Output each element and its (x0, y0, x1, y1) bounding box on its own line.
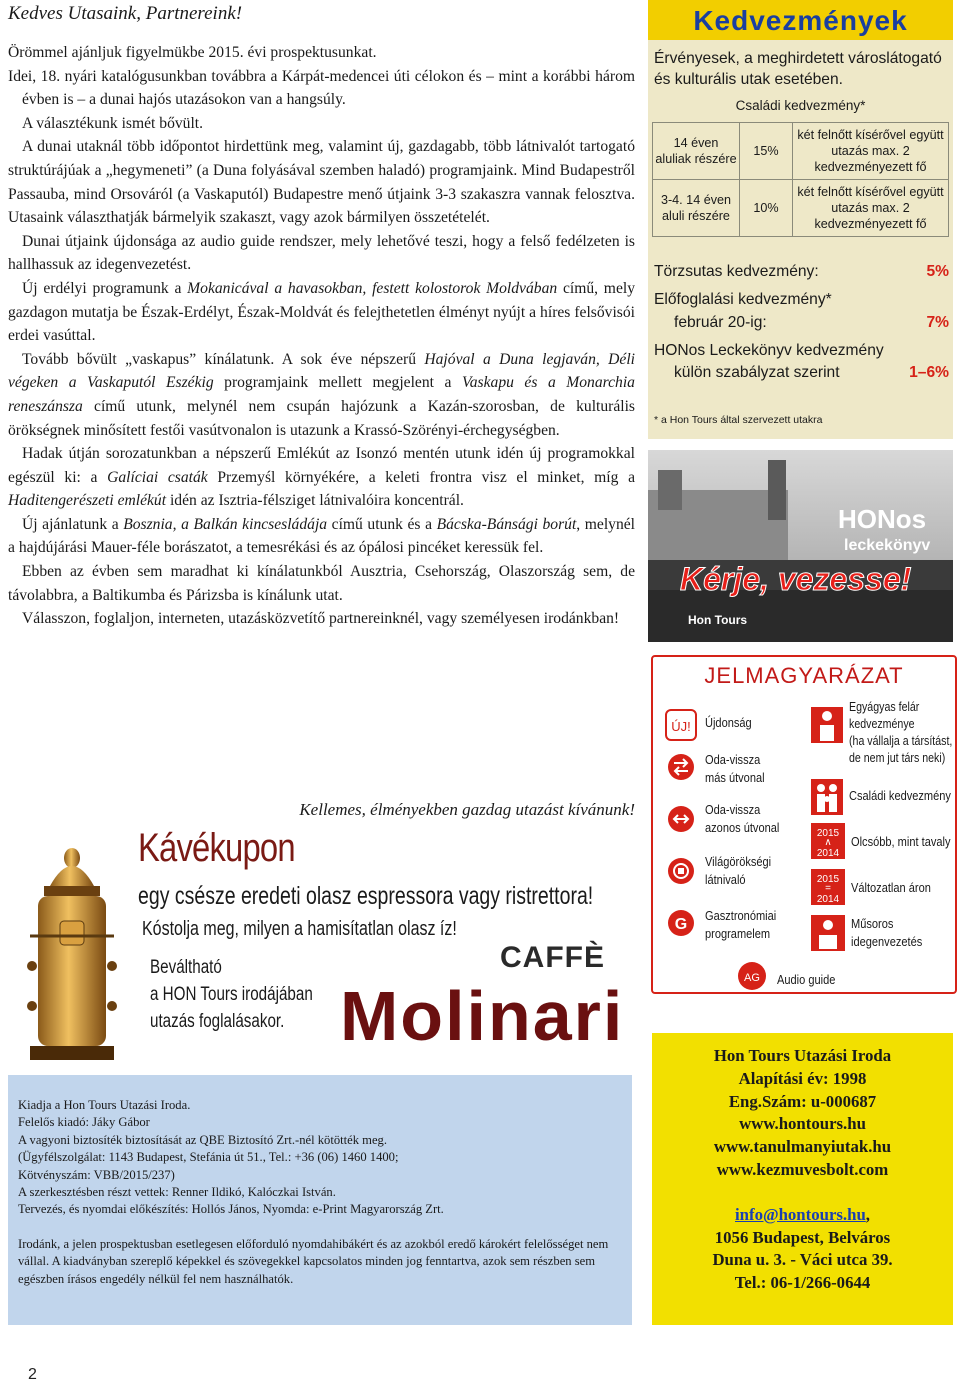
paragraph-war-routes (8, 442, 635, 513)
phone-line: Tel.: 06-1/266-0644 (734, 1273, 871, 1293)
imprint-line: Kiadja a Hon Tours Utazási Iroda. (18, 1098, 191, 1112)
coffee-coupon-ad (10, 826, 630, 1070)
contact-box (652, 1033, 953, 1325)
legend-single-supplement (849, 699, 952, 767)
year-text: 2014 (816, 894, 840, 905)
legend-line: Világörökségi (705, 854, 772, 869)
table-cell: 10% (740, 180, 793, 237)
discount-label: külön szabályzat szerint (674, 364, 840, 381)
imprint-line: A vagyoni biztosíték biztosítását az QBE Biztosító Zrt.-nél kötötték meg. (18, 1132, 388, 1147)
legend-cheaper: Olcsóbb, mint tavaly (851, 834, 951, 849)
legend-line: azonos útvonal (705, 820, 780, 835)
website-link[interactable]: www.kezmuvesbolt.com (716, 1159, 889, 1179)
program-title: Bosznia, a Balkán kincsesládája (123, 515, 328, 533)
discount-value: 5% (926, 263, 949, 280)
redeem-line: Beváltható (150, 957, 222, 978)
new-badge-text: ÚJ! (671, 719, 691, 734)
svg-text:∧: ∧ (824, 837, 832, 848)
legend-line: programelem (705, 926, 771, 941)
round-trip-different-route-icon (667, 753, 695, 781)
text-run: című utunk és a (327, 515, 437, 533)
text-run: , melynél a hajdújárási Mauer-féle borászatot, a temesrékási és az ópálosi pincéket keressük fel. (8, 515, 636, 557)
round-trip-same-route-icon (667, 805, 695, 833)
website-link[interactable]: www.tanulmanyiutak.hu (713, 1137, 892, 1157)
discounts-box (648, 0, 953, 439)
legend-title: JELMAGYARÁZAT (704, 663, 904, 688)
intro-line-2: Idei, 18. nyári katalógusunkban továbbra a Kárpát-medencei úti célokon és – mint a korábbi három évben is – a dunai hajós utazásokon van a hangsúly. (8, 67, 635, 109)
legend-world-heritage (705, 853, 771, 889)
imprint-line: A szerkesztésben részt vettek: Renner Ildikó, Kalóczkai István. (18, 1185, 336, 1200)
text-run: című utunk, melynél nem csupán hajózunk a Kazán-szorosban, de kulturális örökségnek minősített festői vasútvonalon is utazunk a Krassó-Szörényi-érchegységben. (8, 397, 635, 439)
email-suffix: , (865, 1204, 870, 1224)
legend-gastronomy (705, 907, 776, 943)
discount-label: Törzsutas kedvezmény: (654, 263, 819, 280)
program-title: Hajóval a Duna legjaván, Déli végeken a Vaskaputól Eszékig (8, 350, 635, 392)
espresso-machine-icon (10, 826, 140, 1070)
legend-line: Műsoros (851, 916, 894, 931)
slogan-text: Kérje, vezesse! (680, 561, 912, 597)
molinari-logo: Molinari (340, 977, 625, 1055)
discounts-footnote: * a Hon Tours által szervezett utakra (654, 414, 823, 426)
contact-line: Eng.Szám: u-000687 (728, 1091, 877, 1111)
legend-line: Gasztronómiai (705, 908, 777, 923)
text-run: Tovább bővült „vaskapus” kínálatunk. A sok éve népszerű (22, 350, 425, 368)
honos-label: HONos Leckekönyv kedvezmény (654, 342, 884, 359)
coupon-taste-line: Kóstolja meg, milyen a hamisítatlan olasz íz! (142, 918, 457, 940)
leckekonyv-text: leckekönyv (844, 537, 931, 554)
paragraph-iron-gate (8, 348, 635, 442)
legend-round-trip-other (705, 751, 765, 787)
legend-box (651, 655, 957, 994)
imprint-line: Felelős kiadó: Jáky Gábor (18, 1115, 150, 1130)
legend-line: kedvezménye (849, 717, 915, 731)
text-run: Új erdélyi programunk a (22, 279, 188, 297)
legend-line: látnivaló (705, 872, 746, 887)
paragraph-danube: A dunai utaknál több időpontot hirdettünk meg, valamint új, gazdagabb, több látnivalót tartogató struktúrájúak a „hegymeneti” (a Duna folyásával szemben haladó) programjaink. Mind Budapestről Passauba, mind Orsováról (a Vaskaputól) Budapestre menő útjaink 3-3 szakaszra vannak felosztva. Utasaink választhatják bármelyik szakaszt, vagy azok bármilyen összetételét. (8, 138, 635, 227)
paragraph-audio: Dunai útjaink újdonsága az audio guide rendszer, mely lehetővé teszi, hogy a felső fedélzeten is hallhassuk az idegenvezetést. (8, 232, 635, 274)
program-title: Galíciai csaták (107, 468, 208, 486)
coupon-title: Kávékupon (138, 826, 295, 870)
guided-show-icon (811, 915, 845, 951)
text-run: Przemyśl környékére, a keleti frontra visz el minket, míg a (207, 468, 635, 486)
table-cell: 14 éven aluliak részére (653, 123, 740, 180)
legend-new: Újdonság (705, 715, 752, 730)
discount-label: február 20-ig: (674, 314, 767, 331)
text-run: programjaink mellett megjelent a (213, 374, 462, 392)
early-booking-label: Előfoglalási kedvezmény* (654, 291, 832, 308)
letter-column (8, 0, 636, 819)
gastronomy-icon (667, 909, 695, 937)
legend-line: Egyágyas felár (849, 700, 920, 714)
discounts-intro: Érvényesek, a meghirdetett városlátogató és kulturális utak esetében. (654, 50, 942, 88)
family-discount-icon (811, 779, 843, 815)
paragraph-europe: Ebben az évben sem maradhat ki kínálatunkból Ausztria, Csehország, Olaszország sem, de távolabbra, a Baltikumba és Párizsba is kínálunk utat. (8, 563, 635, 604)
paragraph-transylvania (8, 277, 635, 348)
text-run: idén az Isztria-félsziget látnivalóira koncentrál. (166, 492, 464, 510)
honos-discount (654, 364, 949, 382)
legend-line: más útvonal (705, 770, 765, 785)
disclaimer: Irodánk, a jelen prospektusban esetlegesen előforduló nyomdahibákért és az azokból eredő károkért felelősséget nem vállal. A kiadványban szereplő képekkel és szövegekkel kapcsolatos minden jog fenntartva, azok sem részben sem egészben írásos engedély nélkül fel nem használhatók. (18, 1236, 609, 1286)
table-cell: két felnőtt kísérővel együtt utazás max. 2 kedvezményezett fő (793, 123, 949, 180)
discount-value: 7% (926, 314, 949, 331)
legend-guided-show (851, 915, 922, 951)
legend-line: de nem jut társ neki) (849, 751, 946, 765)
redeem-line: a HON Tours irodájában (150, 984, 313, 1005)
honos-text: HONos (838, 504, 927, 534)
legend-unchanged: Változatlan áron (851, 880, 931, 895)
legend-line: Oda-vissza (705, 802, 761, 817)
family-discount-title: Családi kedvezmény* (735, 98, 866, 113)
year-text: 2015 (816, 874, 840, 885)
text-run: című, mely gazdagon mutatja be Észak-Erdélyt, Észak-Moldvát és felejthetetlen élményt nyújt a híres felsővisói erdei vasúttal. (8, 279, 635, 345)
unchanged-price-icon (811, 869, 845, 905)
discounts-title: Kedvezmények (648, 0, 953, 40)
address-line: 1056 Budapest, Belváros (714, 1227, 891, 1247)
legend-round-trip-same (705, 801, 779, 837)
table-cell: 15% (740, 123, 793, 180)
year-text: 2015 (816, 828, 840, 839)
year-text: 2014 (816, 848, 840, 859)
loyalty-discount (654, 263, 949, 281)
address-line: Duna u. 3. - Váci utca 39. (712, 1250, 893, 1270)
caffe-logo-text: CAFFÈ (500, 941, 605, 974)
audio-guide-icon-text: AG (744, 972, 760, 984)
page-number: 2 (28, 1366, 37, 1383)
program-title: Haditengerészeti emlékút (8, 492, 167, 510)
cheaper-than-last-year-icon (811, 823, 845, 859)
table-row (653, 123, 949, 180)
coupon-redeem-text (150, 954, 313, 1035)
hontours-brand: Hon Tours (688, 613, 748, 627)
contact-line: Hon Tours Utazási Iroda (713, 1046, 892, 1065)
legend-line: idegenvezetés (851, 934, 923, 949)
svg-text:G: G (674, 916, 688, 933)
audio-guide-icon (737, 961, 767, 991)
legend-family-discount: Családi kedvezmény (849, 788, 951, 803)
legend-line: Oda-vissza (705, 752, 761, 767)
closing-wish: Kellemes, élményekben gazdag utazást kívánunk! (299, 800, 635, 819)
single-room-icon (811, 707, 843, 743)
imprint-line: Kötvényszám: VBB/2015/237) (18, 1167, 175, 1182)
paragraph-booking: Válasszon, foglaljon, interneten, utazásközvetítő partnereinknél, vagy személyesen irodánkban! (22, 610, 620, 628)
early-booking-discount (654, 314, 949, 332)
website-link[interactable]: www.hontours.hu (739, 1114, 866, 1134)
contact-line: Alapítási év: 1998 (738, 1068, 867, 1088)
new-badge-icon (665, 709, 697, 741)
legend-line: (ha vállalja a társítást, (849, 734, 953, 748)
letter-body (8, 41, 635, 631)
intro-line-1: Örömmel ajánljuk figyelmükbe 2015. évi prospektusunkat. (8, 44, 377, 61)
program-title: Mokanicával a havasokban, festett kolostorok Moldvában (187, 279, 558, 297)
world-heritage-icon (667, 857, 695, 885)
legend-audio-guide: Audio guide (777, 972, 836, 987)
text-run: Új ajánlatunk a (22, 515, 124, 533)
table-row (653, 180, 949, 237)
imprint-line: Tervezés, és nyomdai előkészítés: Hollós János, Nyomda: e-Print Magyarország Zrt. (18, 1202, 444, 1217)
program-title: Vaskapu és a Monarchia reneszánsza (8, 374, 635, 415)
email-link[interactable]: info@hontours.hu (735, 1204, 866, 1224)
letter-heading: Kedves Utasaink, Partnereink! (8, 3, 243, 24)
coupon-subtitle: egy csésze eredeti olasz espressora vagy ristrettora! (138, 882, 594, 910)
email-line (652, 1204, 953, 1227)
discount-value: 1–6% (909, 364, 949, 381)
imprint-line: (Ügyfélszolgálat: 1143 Budapest, Stefánia út 51., Tel.: +36 (06) 1460 1400; (18, 1150, 399, 1165)
text-run: Hadak útján sorozatunkban a népszerű Emlékút az Isonzó mentén utunk idén új programokkal egészül ki: a (8, 445, 635, 486)
family-discount-table (652, 122, 949, 237)
svg-text:=: = (825, 883, 831, 894)
honos-leckekonyv-banner (648, 450, 953, 642)
paragraph-bosnia (8, 513, 635, 560)
intro-line-3: A választékunk ismét bővült. (22, 114, 204, 132)
imprint-box (8, 1075, 632, 1325)
table-cell: két felnőtt kísérővel együtt utazás max. 2 kedvezményezett fő (793, 180, 949, 237)
program-title: Bácska-Bánsági borút (436, 515, 577, 533)
table-cell: 3-4. 14 éven aluli részére (653, 180, 740, 237)
redeem-line: utazás foglalásakor. (150, 1011, 285, 1032)
